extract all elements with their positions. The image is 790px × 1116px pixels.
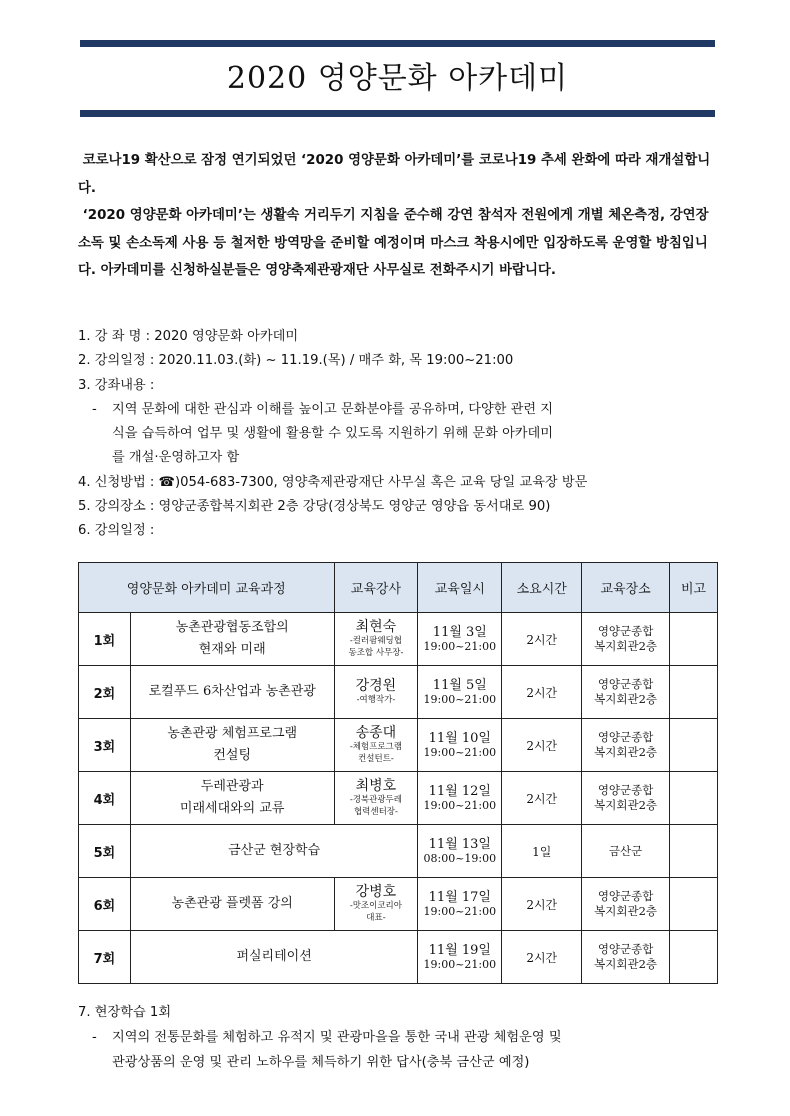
title-bottom-bar (80, 110, 715, 117)
course-title: 퍼실리테이션 (130, 931, 417, 984)
date-time: 08:00~19:00 (423, 851, 497, 865)
teacher-name: 최현숙 (355, 619, 397, 635)
date-time: 19:00~21:00 (423, 904, 497, 918)
session-number: 2회 (79, 666, 131, 719)
info-apply-method: 4. 신청방법 : ☎)054-683-7300, 영양축제관광재단 사무실 혹은 교육 당일 교육장 방문 (78, 474, 588, 490)
teacher-role-1: -컬러팜웨딩협 (349, 636, 402, 646)
date-cell (418, 931, 502, 984)
note-cell (670, 666, 718, 719)
course-title-line-2: 미래세대와의 교류 (179, 801, 285, 816)
teacher-cell (334, 878, 418, 931)
place-cell (582, 931, 670, 984)
place-line-1: 영양군종합 (597, 783, 654, 797)
duration-cell: 2시간 (502, 666, 582, 719)
duration-cell: 2시간 (502, 772, 582, 825)
date-day: 11월 12일 (428, 783, 491, 799)
duration-cell: 2시간 (502, 878, 582, 931)
course-title-line-1: 두레관광과 (200, 779, 264, 794)
note-cell (670, 772, 718, 825)
intro-paragraph-2-text: ‘2020 영양문화 아카데미’는 생활속 거리두기 지침을 준수해 강연 참석자 전원에게 개별 체온측정, 강연장 소독 및 손소독제 사용 등 철저한 방역망을 준비할 예정이며 마스크 착용시에만 입장하도록 운영할 방침입니다. 아카데미를 신청하실분들은 영양축제관광재단 사무실로 전화주시기 바랍니다. (78, 208, 709, 278)
date-day: 11월 17일 (428, 889, 491, 905)
teacher-name: 최병호 (355, 778, 397, 794)
place-cell (582, 613, 670, 666)
info-venue: 5. 강의장소 : 영양군종합복지회관 2층 강당(경상북도 영양군 영양읍 동서대로 90) (78, 499, 551, 515)
course-title-line-1: 농촌관광 체험프로그램 (167, 726, 298, 741)
teacher-role-1: -여행작가- (356, 695, 396, 705)
header-note: 비고 (670, 563, 718, 613)
header-date: 교육일시 (418, 563, 502, 613)
place-cell: 금산군 (582, 825, 670, 878)
header-duration: 소요시간 (502, 563, 582, 613)
course-title-line-1: 농촌관광협동조합의 (175, 620, 289, 635)
note-cell (670, 931, 718, 984)
table-row (79, 878, 718, 931)
dash-bullet: - (92, 401, 97, 417)
date-day: 11월 13일 (428, 836, 491, 852)
teacher-cell (334, 666, 418, 719)
place-line-2: 복지회관2층 (594, 798, 658, 812)
info-content-line-3: 를 개설·운영하고자 함 (112, 450, 240, 466)
teacher-cell (334, 719, 418, 772)
teacher-role-2: 대표- (366, 913, 386, 923)
field-trip-section (78, 1000, 718, 1075)
date-time: 19:00~21:00 (423, 798, 497, 812)
course-title-line-2: 컨설팅 (213, 748, 252, 763)
place-line-2: 복지회관2층 (594, 639, 658, 653)
course-title-line-2: 현재와 미래 (198, 642, 266, 657)
place-line-2: 복지회관2층 (594, 957, 658, 971)
session-number: 4회 (79, 772, 131, 825)
place-cell (582, 666, 670, 719)
intro-paragraph-1-text: 코로나19 확산으로 잠정 연기되었던 ‘2020 영양문화 아카데미’를 코로나19 추세 완화에 따라 재개설합니다. (78, 153, 711, 196)
teacher-role-2: 컨설턴트- (358, 754, 394, 764)
note-cell (670, 825, 718, 878)
info-content-line-1 (78, 398, 718, 422)
note-cell (670, 613, 718, 666)
place-cell (582, 878, 670, 931)
teacher-role-2: 동조합 사무장- (348, 648, 404, 658)
date-cell (418, 825, 502, 878)
place-cell (582, 719, 670, 772)
intro-text (78, 147, 718, 285)
header-course: 영양문화 아카데미 교육과정 (79, 563, 335, 613)
date-time: 19:00~21:00 (423, 692, 497, 706)
date-day: 11월 10일 (428, 730, 491, 746)
title-top-bar (80, 40, 715, 47)
field-trip-heading: 7. 현장학습 1회 (78, 1005, 172, 1020)
field-trip-text-1: 지역의 전통문화를 체험하고 유적지 및 관광마을을 통한 국내 관광 체험운영 및 (112, 1030, 562, 1045)
duration-cell: 2시간 (502, 719, 582, 772)
date-day: 11월 3일 (432, 624, 487, 640)
session-number: 5회 (79, 825, 131, 878)
page-title: 2020 영양문화 아카데미 (226, 61, 569, 96)
teacher-cell (334, 772, 418, 825)
date-cell (418, 666, 502, 719)
teacher-cell (334, 613, 418, 666)
intro-paragraph-1 (78, 147, 718, 202)
table-row (79, 666, 718, 719)
place-line-1: 영양군종합 (597, 624, 654, 638)
info-schedule: 2. 강의일정 : 2020.11.03.(화) ~ 11.19.(목) / 매주 화, 목 19:00~21:00 (78, 353, 514, 369)
place-line-2: 복지회관2층 (594, 692, 658, 706)
date-time: 19:00~21:00 (423, 745, 497, 759)
note-cell (670, 719, 718, 772)
place-cell (582, 772, 670, 825)
teacher-name: 강병호 (355, 884, 397, 900)
course-title: 농촌관광 플렛폼 강의 (130, 878, 334, 931)
course-title (130, 772, 334, 825)
session-number: 3회 (79, 719, 131, 772)
place-line-1: 영양군종합 (597, 942, 654, 956)
teacher-role-1: -맛조이코리아 (349, 901, 402, 911)
duration-cell: 2시간 (502, 931, 582, 984)
teacher-role-2: 협력센터장- (353, 807, 398, 817)
place-line-2: 복지회관2층 (594, 904, 658, 918)
course-title (130, 719, 334, 772)
date-cell (418, 719, 502, 772)
duration-cell: 2시간 (502, 613, 582, 666)
info-list (78, 325, 718, 544)
field-trip-line-2: 관광상품의 운영 및 관리 노하우를 체득하기 위한 답사(충북 금산군 예정) (112, 1055, 530, 1070)
place-line-1: 영양군종합 (597, 730, 654, 744)
place-line-1: 영양군종합 (597, 889, 654, 903)
place-line-2: 복지회관2층 (594, 745, 658, 759)
teacher-name: 송종대 (355, 725, 397, 741)
header-place: 교육장소 (582, 563, 670, 613)
date-cell (418, 878, 502, 931)
info-lecture-schedule-heading: 6. 강의일정 : (78, 523, 155, 539)
date-day: 11월 19일 (428, 942, 491, 958)
table-row (79, 931, 718, 984)
table-row (79, 772, 718, 825)
course-title (130, 613, 334, 666)
table-header-row (79, 563, 718, 613)
date-time: 19:00~21:00 (423, 957, 497, 971)
session-number: 6회 (79, 878, 131, 931)
date-cell (418, 613, 502, 666)
table-row (79, 825, 718, 878)
session-number: 7회 (79, 931, 131, 984)
teacher-role-1: -경북관광두레 (349, 795, 402, 805)
header-teacher: 교육강사 (334, 563, 418, 613)
course-title: 로컬푸드 6차산업과 농촌관광 (130, 666, 334, 719)
note-cell (670, 878, 718, 931)
date-time: 19:00~21:00 (423, 639, 497, 653)
info-content-heading: 3. 강좌내용 : (78, 377, 155, 393)
teacher-name: 강경원 (355, 678, 397, 694)
place-line-1: 영양군종합 (597, 677, 654, 691)
dash-bullet: - (92, 1030, 97, 1045)
course-title: 금산군 현장학습 (130, 825, 417, 878)
intro-paragraph-2 (78, 202, 718, 285)
course-table (78, 562, 718, 984)
table-row (79, 719, 718, 772)
date-cell (418, 772, 502, 825)
teacher-role-1: -체험프로그램 (349, 742, 402, 752)
info-content-text-1: 지역 문화에 대한 관심과 이해를 높이고 문화분야를 공유하며, 다양한 관련 지 (112, 401, 554, 417)
field-trip-line-1 (78, 1025, 718, 1050)
duration-cell: 1일 (502, 825, 582, 878)
date-day: 11월 5일 (432, 677, 487, 693)
info-course-name: 1. 강 좌 명 : 2020 영양문화 아카데미 (78, 329, 299, 344)
info-content-line-2: 식을 습득하여 업무 및 생활에 활용할 수 있도록 지원하기 위해 문화 아카데미 (112, 426, 554, 442)
session-number: 1회 (79, 613, 131, 666)
table-row (79, 613, 718, 666)
